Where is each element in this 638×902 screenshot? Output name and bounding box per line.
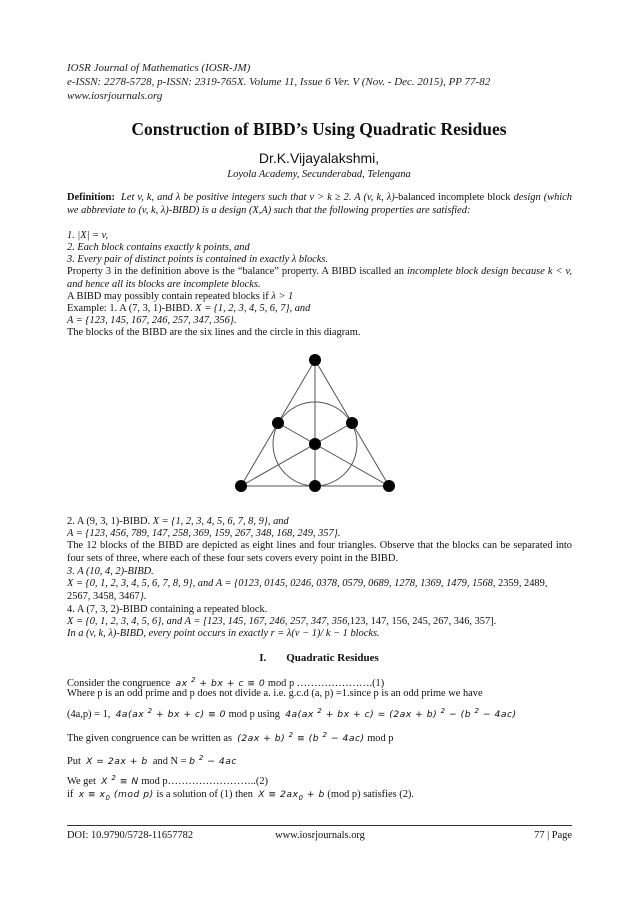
qr-line-2: Where p is an odd prime and p does not divide a. i.e. g.c.d (a, p) =1.since p is an odd prime we have	[67, 688, 483, 699]
qr-rewrite-text: The given congruence can be written as	[67, 733, 233, 745]
diagram-caption: The blocks of the BIBD are the six lines and the circle in this diagram.	[67, 327, 361, 338]
definition-item-3: 3. Every pair of distinct points is contained in exactly λ blocks.	[67, 254, 329, 265]
qr-line-6	[67, 772, 572, 789]
lambda-condition: λ > 1	[271, 291, 294, 302]
definition-text: Let v, k, and λ be positive integers such that v > k ≥ 2. A (v, k, λ)-	[121, 192, 399, 203]
balance-text: Property 3 in the definition above is the “balance” property. A BIBD iscalled an	[67, 266, 407, 277]
qr-x-definition: X = 2ax + b	[86, 756, 148, 768]
qr-n-text: and N =	[152, 756, 187, 768]
qr-line-5	[67, 752, 572, 769]
qr-we-get: We get	[67, 776, 96, 788]
example-1-label: Example: 1. A (7, 3, 1)-BIBD.	[67, 303, 196, 314]
paper-title: Construction of BIBD’s Using Quadratic Residues	[131, 119, 507, 139]
footer-rule	[67, 825, 572, 826]
journal-name: IOSR Journal of Mathematics (IOSR-JM)	[67, 62, 251, 74]
qr-x-from-x0: $X \equiv 2ax_0 + b$	[258, 789, 325, 802]
example-1-line	[67, 303, 572, 316]
qr-line-4	[67, 729, 572, 746]
example-3-set-text: X = {0, 1, 2, 3, 4, 5, 6, 7, 8, 9}, and A = {0123, 0145, 0246, 0378, 0579, 0689, 1278, 1369, 1479, 1568,	[67, 578, 499, 589]
author-affiliation: Loyola Academy, Secunderabad, Telengana	[227, 169, 411, 180]
fano-point-center	[309, 438, 321, 450]
example-2-line	[67, 516, 572, 529]
repeated-blocks-text: A BIBD may possibly contain repeated blocks if	[67, 291, 272, 302]
qr-equation-2-label: mod p……………………..(2)	[141, 776, 269, 788]
example-3-blocks-tail: 2359, 2489, 2567, 3458, 3467	[67, 578, 548, 602]
definition-line2: design (which we abbreviate to (v, k, λ)-BIBD) is a design (X,A) such that the following properties are satisfied:	[67, 192, 572, 216]
example-3-close: }.	[139, 590, 147, 602]
example-4-sets	[67, 616, 572, 629]
footer-page: 77 | Page	[534, 830, 572, 841]
qr-equation-1-label: mod p ………………….(1)	[267, 678, 385, 690]
fano-plane-diagram	[234, 350, 396, 492]
fano-point-top	[309, 354, 321, 366]
qr-congruence-formula: ax $^2$ + bx + c ≡ 0	[175, 676, 266, 690]
qr-line-3	[67, 705, 572, 722]
fano-point-bottom-right	[383, 480, 395, 492]
section-title: Quadratic Residues	[286, 652, 379, 664]
balance-text-italic: incomplete block design because k < v, and hence all its blocks are incomplete blocks.	[67, 266, 572, 290]
qr-identity-formula: 4a(ax $^2$ + bx + c) = (2ax + b) $^2$ − (b $^2$ − 4ac)	[285, 707, 517, 721]
example-1-set-x: X = {1, 2, 3, 4, 5, 6, 7}, and	[195, 303, 311, 314]
example-1-blocks: A = {123, 145, 167, 246, 257, 347, 356}.	[67, 315, 237, 326]
qr-x-squared-formula: X $^2$ ≡ N	[101, 774, 139, 788]
journal-issn: e-ISSN: 2278-5728, p-ISSN: 2319-765X. Volume 11, Issue 6 Ver. V (Nov. - Dec. 2015), PP 77-82	[67, 76, 491, 88]
footer-doi: DOI: 10.9790/5728-11657782	[67, 830, 194, 841]
qr-satisfies-text: (mod p) satisfies (2).	[327, 789, 414, 800]
fano-point-right-mid	[346, 417, 358, 429]
qr-formula-4a: 4a(ax $^2$ + bx + c) ≡ 0	[115, 707, 226, 721]
example-3-label: 3. A (10, 4, 2)-BIBD.	[67, 566, 154, 577]
definition-label: Definition:	[67, 192, 115, 203]
qr-x0-formula: $x \equiv x_0$ (mod p)	[78, 789, 154, 802]
footer-site: www.iosrjournals.org	[275, 830, 365, 841]
example-2-label: 2. A (9, 3, 1)-BIBD.	[67, 516, 153, 527]
qr-n-definition: b $^2$ − 4ac	[189, 754, 237, 768]
qr-using-text: mod p using	[228, 709, 280, 721]
journal-url: www.iosrjournals.org	[67, 90, 163, 102]
replication-number-statement: In a (v, k, λ)-BIBD, every point occurs in exactly r = λ(v − 1)/ k − 1 blocks.	[67, 628, 380, 639]
balance-paragraph	[67, 266, 572, 291]
definition-paragraph	[67, 192, 572, 217]
definition-text-2: balanced incomplete block	[398, 192, 511, 203]
qr-congruence-intro: Consider the congruence	[67, 678, 171, 690]
example-4-set-text: X = {0, 1, 2, 3, 4, 5, 6}, and A = [123, 145, 167, 246, 257, 347, 356,	[67, 616, 350, 627]
fano-median-3	[278, 423, 389, 486]
fano-point-bottom-mid	[309, 480, 321, 492]
qr-mod-p: mod p	[367, 733, 394, 745]
example-2-blocks: A = {123, 456, 789, 147, 258, 369, 159, 267, 348, 168, 249, 357}.	[67, 528, 341, 539]
qr-line-7	[67, 789, 572, 804]
qr-put-text: Put	[67, 756, 81, 768]
example-3-sets	[67, 578, 572, 603]
example-2-description: The 12 blocks of the BIBD are depicted as eight lines and four triangles. Observe that the blocks can be separated into four sets of three, where each of these four sets covers every point in the BIBD.	[67, 540, 572, 564]
qr-rewrite-formula: (2ax + b) $^2$ ≡ (b $^2$ − 4ac)	[237, 731, 365, 745]
author-name: Dr.K.Vijayalakshmi,	[258, 150, 380, 166]
example-2-set-x: X = {1, 2, 3, 4, 5, 6, 7, 8, 9}, and	[152, 516, 289, 527]
repeated-blocks-line	[67, 291, 572, 304]
qr-gcd-statement: (4a,p) = 1,	[67, 709, 111, 721]
section-number: I.	[259, 652, 267, 664]
fano-point-left-mid	[272, 417, 284, 429]
qr-solution-text: is a solution of (1) then	[156, 789, 253, 800]
definition-item-1: 1. |X| = v,	[67, 230, 109, 241]
qr-if-text: if	[67, 789, 74, 800]
fano-point-bottom-left	[235, 480, 247, 492]
definition-item-2: 2. Each block contains exactly k points, and	[67, 242, 250, 253]
example-4-label: 4. A (7, 3, 2)-BIBD containing a repeated block.	[67, 604, 268, 615]
example-4-blocks-tail: 123, 147, 156, 245, 267, 346, 357].	[349, 616, 497, 627]
section-heading	[0, 652, 638, 664]
fano-median-2	[241, 423, 352, 486]
